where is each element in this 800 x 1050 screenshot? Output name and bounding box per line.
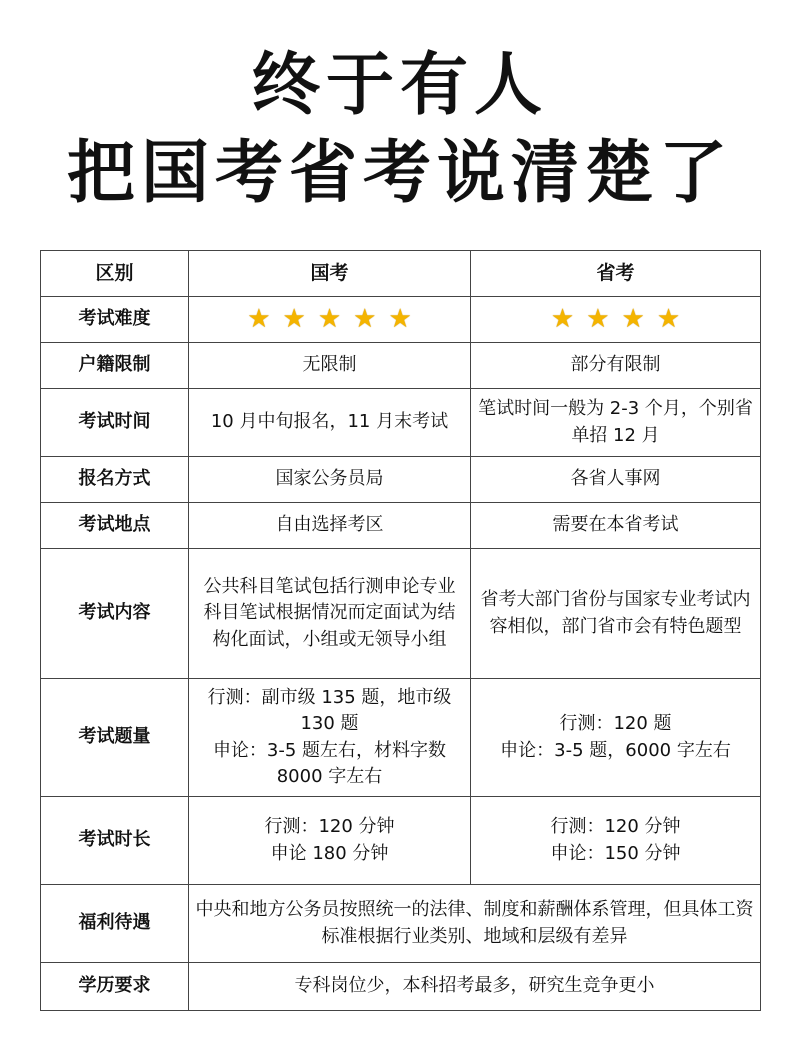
table-row — [41, 503, 761, 549]
table-header-row — [41, 251, 761, 297]
guokao-quantity-line-2: 申论：3-5 题左右，材料字数 8000 字左右 — [212, 739, 447, 787]
guokao-duration-line-1: 行测：120 分钟 — [264, 816, 395, 838]
header-difference: 区别 — [41, 251, 189, 297]
table-row — [41, 457, 761, 503]
shengkao-quantity — [471, 679, 761, 797]
guokao-content: 公共科目笔试包括行测申论专业科目笔试根据情况而定面试为结构化面试，小组或无领导小组 — [189, 549, 471, 679]
guokao-duration — [189, 797, 471, 885]
row-label-location: 考试地点 — [41, 503, 189, 549]
guokao-time: 10 月中旬报名，11 月末考试 — [189, 389, 471, 457]
table-row — [41, 963, 761, 1011]
table-row — [41, 797, 761, 885]
guokao-location: 自由选择考区 — [189, 503, 471, 549]
star-icon: ★ — [247, 303, 271, 334]
shengkao-difficulty-stars — [471, 297, 761, 343]
row-label-duration: 考试时长 — [41, 797, 189, 885]
shengkao-duration-line-2: 申论：150 分钟 — [550, 842, 681, 864]
star-icon: ★ — [317, 303, 342, 334]
shengkao-content: 省考大部门省份与国家专业考试内容相似，部门省市会有特色题型 — [471, 549, 761, 679]
guokao-duration-line-2: 申论 180 分钟 — [270, 842, 389, 864]
shengkao-quantity-line-1: 行测：120 题 — [559, 713, 672, 735]
shengkao-quantity-line-2: 申论：3-5 题，6000 字左右 — [500, 739, 731, 761]
star-icon: ★ — [353, 303, 377, 334]
education-value: 专科岗位少，本科招考最多，研究生竞争更小 — [189, 963, 761, 1011]
guokao-register: 国家公务员局 — [189, 457, 471, 503]
table-row — [41, 549, 761, 679]
header-guokao: 国考 — [189, 251, 471, 297]
star-icon: ★ — [586, 303, 610, 334]
title-line-2: 把国考省考说清楚了 — [66, 134, 733, 213]
star-icon: ★ — [388, 303, 412, 334]
shengkao-duration — [471, 797, 761, 885]
row-label-register: 报名方式 — [41, 457, 189, 503]
table-row — [41, 343, 761, 389]
guokao-quantity — [189, 679, 471, 797]
table-row — [41, 297, 761, 343]
shengkao-location: 需要在本省考试 — [471, 503, 761, 549]
table-row — [41, 885, 761, 963]
row-label-content: 考试内容 — [41, 549, 189, 679]
star-icon: ★ — [282, 303, 306, 334]
comparison-table — [40, 250, 761, 1011]
guokao-hukou: 无限制 — [189, 343, 471, 389]
row-label-hukou: 户籍限制 — [41, 343, 189, 389]
guokao-difficulty-stars — [189, 297, 471, 343]
star-icon: ★ — [656, 303, 681, 334]
shengkao-time: 笔试时间一般为 2-3 个月，个别省单招 12 月 — [471, 389, 761, 457]
title-line-1: 终于有人 — [251, 46, 548, 125]
welfare-value: 中央和地方公务员按照统一的法律、制度和薪酬体系管理，但具体工资标准根据行业类别、地域和层级有差异 — [189, 885, 761, 963]
row-label-quantity: 考试题量 — [41, 679, 189, 797]
shengkao-hukou: 部分有限制 — [471, 343, 761, 389]
table-row — [41, 679, 761, 797]
shengkao-duration-line-1: 行测：120 分钟 — [550, 816, 681, 838]
row-label-difficulty: 考试难度 — [41, 297, 189, 343]
row-label-time: 考试时间 — [41, 389, 189, 457]
header-shengkao: 省考 — [471, 251, 761, 297]
row-label-welfare: 福利待遇 — [41, 885, 189, 963]
row-label-education: 学历要求 — [41, 963, 189, 1011]
star-icon: ★ — [550, 303, 575, 334]
table-row — [41, 389, 761, 457]
shengkao-register: 各省人事网 — [471, 457, 761, 503]
star-icon: ★ — [621, 303, 645, 334]
guokao-quantity-line-1: 行测：副市级 135 题，地市级 130 题 — [207, 687, 452, 735]
